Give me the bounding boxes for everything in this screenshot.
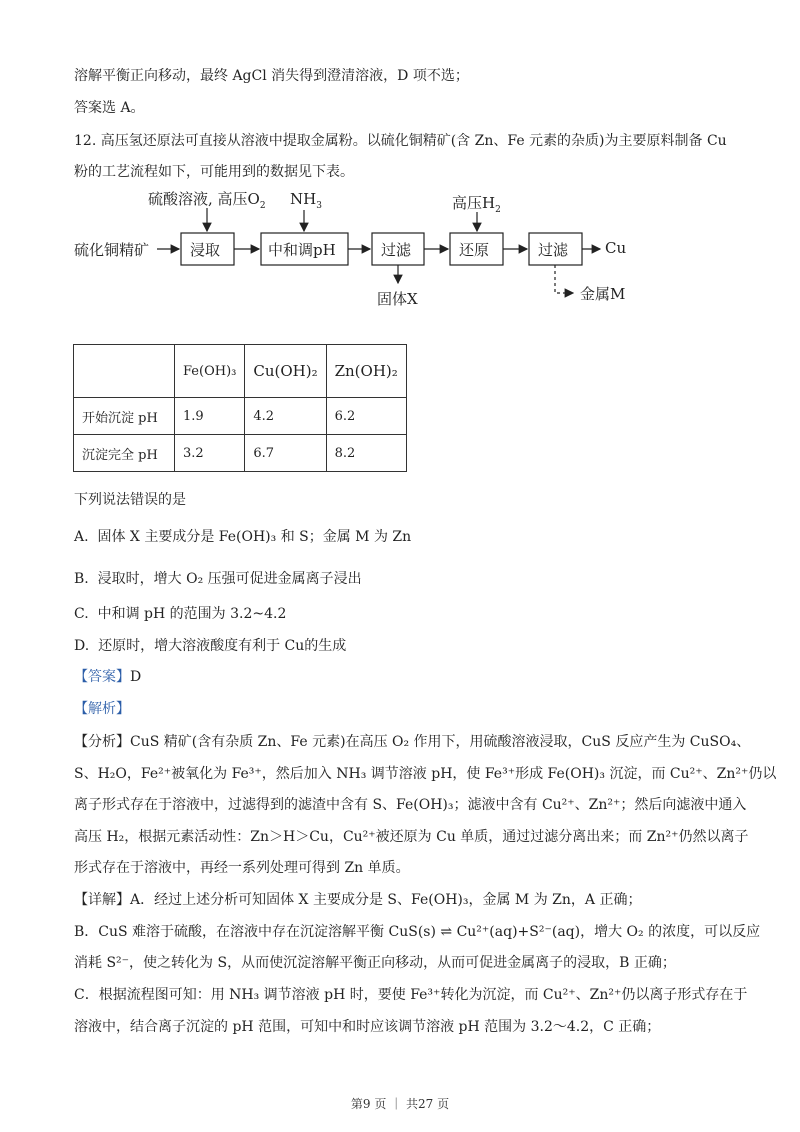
table-cell: 6.2 bbox=[326, 398, 406, 435]
table-header-cell: Zn(OH)₂ bbox=[326, 345, 406, 398]
option-letter: D. bbox=[74, 638, 90, 654]
question-number: 12. bbox=[74, 133, 97, 149]
option-letter: B. bbox=[74, 571, 89, 587]
step-neutralize: 中和调pH bbox=[268, 241, 336, 259]
detail-line1 bbox=[74, 890, 641, 910]
table-cell: 4.2 bbox=[245, 398, 326, 435]
analysis-heading: 【解析】 bbox=[74, 701, 130, 717]
option-text: 中和调 pH 的范围为 3.2~4.2 bbox=[97, 606, 287, 622]
prev-answer-line: 溶解平衡正向移动，最终 AgCl 消失得到澄清溶液，D 项不选； bbox=[74, 68, 469, 84]
table-row bbox=[74, 398, 407, 435]
option-text: 浸取时，增大 O₂ 压强可促进金属离子浸出 bbox=[97, 571, 362, 587]
table-header-cell: Cu(OH)₂ bbox=[245, 345, 326, 398]
analysis-line2: S、H₂O，Fe²⁺被氧化为 Fe³⁺，然后加入 NH₃ 调节溶液 pH，使 Fe³⁺形成 Fe(OH)₃ 沉淀，而 Cu²⁺、Zn²⁺仍以 bbox=[74, 766, 777, 782]
question-text-line1 bbox=[74, 131, 727, 151]
detail-line4: C．根据流程图可知：用 NH₃ 调节溶液 pH 时，要使 Fe³⁺转化为沉淀，而 Cu²⁺、Zn²⁺仍以离子形式存在于 bbox=[74, 987, 748, 1003]
product-cu: Cu bbox=[605, 239, 627, 257]
table-corner-cell bbox=[74, 345, 175, 398]
analysis-line1 bbox=[74, 732, 750, 752]
table-header-row bbox=[74, 345, 407, 398]
option-letter: C. bbox=[74, 606, 89, 622]
question-stem: 高压氢还原法可直接从溶液中提取金属粉。以硫化铜精矿(含 Zn、Fe 元素的杂质)为主要原料制备 Cu bbox=[100, 133, 727, 149]
metal-m: 金属M bbox=[580, 285, 626, 303]
input-ammonia: $NH_3$ bbox=[290, 190, 322, 211]
answer-value: D bbox=[130, 669, 142, 685]
row-label: 开始沉淀 pH bbox=[74, 398, 175, 435]
table-row bbox=[74, 435, 407, 472]
page-footer: 第9 页 ｜ 共27 页 bbox=[350, 1097, 450, 1111]
prev-answer-choice: 答案选 A。 bbox=[74, 100, 145, 116]
step-filter-1: 过滤 bbox=[381, 241, 412, 259]
detail-line3: 消耗 S²⁻，使之转化为 S，从而使沉淀溶解平衡正向移动，从而可促进金属离子的浸取，B 正确； bbox=[74, 955, 676, 971]
option-text: 固体 X 主要成分是 Fe(OH)₃ 和 S；金属 M 为 Zn bbox=[97, 529, 412, 545]
option-c bbox=[74, 604, 286, 624]
input-hydrogen: 高压$H_2$ bbox=[452, 194, 501, 215]
option-d bbox=[74, 636, 346, 656]
solid-x: 固体X bbox=[377, 290, 418, 308]
detail-line5: 溶液中，结合离子沉淀的 pH 范围，可知中和时应该调节溶液 pH 范围为 3.2～4.2，C 正确； bbox=[74, 1019, 661, 1035]
answer-tag: 【答案】 bbox=[74, 669, 130, 685]
raw-material: 硫化铜精矿 bbox=[74, 241, 150, 259]
step-reduce: 还原 bbox=[459, 241, 490, 259]
table-cell: 3.2 bbox=[175, 435, 245, 472]
analysis-line4: 高压 H₂，根据元素活动性：Zn＞H＞Cu，Cu²⁺被还原为 Cu 单质，通过过滤分离出来；而 Zn²⁺仍然以离子 bbox=[74, 829, 749, 845]
option-a bbox=[74, 527, 411, 547]
detail-line2: B．CuS 难溶于硫酸，在溶液中存在沉淀溶解平衡 CuS(s) ⇌ Cu²⁺(aq)+S²⁻(aq)，增大 O₂ 的浓度，可以反应 bbox=[74, 924, 761, 940]
detail-text: A．经过上述分析可知固体 X 主要成分是 S、Fe(OH)₃，金属 M 为 Zn，A 正确； bbox=[130, 892, 642, 908]
process-flow-diagram bbox=[70, 186, 670, 311]
table-cell: 8.2 bbox=[326, 435, 406, 472]
step-filter-2: 过滤 bbox=[538, 241, 569, 259]
detail-tag: 【详解】 bbox=[74, 892, 130, 908]
analysis-text: CuS 精矿(含有杂质 Zn、Fe 元素)在高压 O₂ 作用下，用硫酸溶液浸取，CuS 反应产生为 CuSO₄、 bbox=[130, 734, 751, 750]
answer-line bbox=[74, 667, 141, 687]
analysis-tag: 【分析】 bbox=[74, 734, 130, 750]
option-letter: A. bbox=[74, 529, 89, 545]
question-text-line2: 粉的工艺流程如下，可能用到的数据见下表。 bbox=[74, 164, 354, 180]
question-prompt: 下列说法错误的是 bbox=[74, 492, 186, 508]
analysis-line3: 离子形式存在于溶液中，过滤得到的滤渣中含有 S、Fe(OH)₃；滤液中含有 Cu²⁺、Zn²⁺；然后向滤液中通入 bbox=[74, 797, 747, 813]
analysis-line5: 形式存在于溶液中，再经一系列处理可得到 Zn 单质。 bbox=[74, 860, 410, 876]
option-text: 还原时，增大溶液酸度有利于 Cu的生成 bbox=[98, 638, 347, 654]
step-leach: 浸取 bbox=[190, 241, 221, 259]
row-label: 沉淀完全 pH bbox=[74, 435, 175, 472]
table-cell: 1.9 bbox=[175, 398, 245, 435]
option-b bbox=[74, 569, 362, 589]
ph-data-table bbox=[73, 344, 407, 472]
table-cell: 6.7 bbox=[245, 435, 326, 472]
table-header-cell: Fe(OH)₃ bbox=[175, 345, 245, 398]
input-acid-oxygen: 硫酸溶液, 高压$O_2$ bbox=[148, 190, 266, 211]
